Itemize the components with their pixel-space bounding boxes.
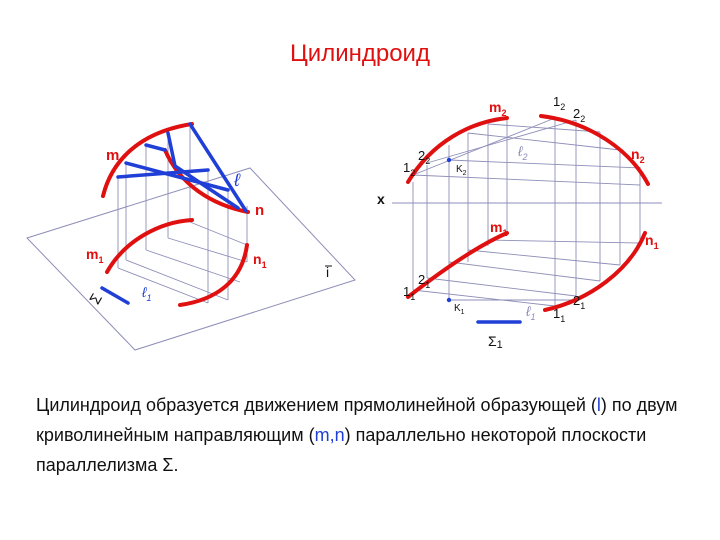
point-k1: [447, 298, 451, 302]
label-m1-right: $m_1$: [490, 219, 508, 238]
label-1-2-left: $1_2$: [403, 160, 416, 178]
label-n: n: [255, 202, 265, 219]
curve-m1: [107, 220, 192, 272]
label-1-1-left: $1_1$: [403, 284, 416, 302]
caption-l: l: [596, 395, 601, 415]
label-l1: ℓ$_1$: [142, 284, 152, 303]
slide-title: Цилиндроид: [290, 40, 430, 67]
sigma-trace: [102, 288, 128, 303]
caption-part2: ) по двум криволинейным направляющим (: [36, 395, 678, 445]
plane-parallelogram: [27, 168, 355, 350]
label-2-2-top: $2_2$: [573, 106, 586, 124]
label-l2: ℓ$_2$: [518, 143, 528, 162]
caption-mn: m,n: [314, 425, 345, 445]
label-n2: $n_2$: [631, 146, 645, 165]
label-2-1-right: $2_1$: [573, 293, 586, 311]
point-k2: [447, 158, 451, 162]
label-l1-right: ℓ$_1$: [526, 303, 536, 322]
caption: [36, 390, 706, 480]
label-n1-right: $n_1$: [645, 232, 659, 251]
label-l: ℓ: [234, 170, 240, 190]
link-lines: [413, 117, 640, 306]
label-sigma1: Σ1: [488, 333, 503, 351]
caption-part1: Цилиндроид образуется движением прямолинейной образующей (: [36, 395, 597, 415]
label-1-2-top: $1_2$: [553, 94, 566, 112]
label-m1: $m_1$: [86, 246, 104, 265]
label-sigma: Σ: [86, 290, 106, 308]
label-k1: $K_1$: [454, 303, 465, 316]
label-1-1-right: $1_1$: [553, 306, 566, 324]
label-2-2-left: $2_2$: [418, 148, 431, 166]
left-figure: [27, 124, 355, 350]
label-x: x: [377, 191, 385, 207]
label-2-1-left: $2_1$: [418, 272, 431, 290]
label-n1: $n_1$: [253, 251, 267, 270]
label-k2: $K_2$: [456, 164, 467, 177]
label-i: i: [326, 264, 330, 280]
horizontal-generatrices: [413, 240, 640, 306]
label-m: m: [106, 147, 120, 164]
generatrices-l: [118, 124, 246, 211]
curve-n1-right: [545, 233, 645, 310]
right-figure: [377, 94, 662, 351]
curve-m1-right: [408, 233, 507, 297]
label-m2: $m_2$: [489, 99, 507, 118]
caption-part3: ) параллельно некоторой плоскости параллелизма Σ.: [36, 425, 647, 475]
projection-lines: [118, 127, 247, 303]
